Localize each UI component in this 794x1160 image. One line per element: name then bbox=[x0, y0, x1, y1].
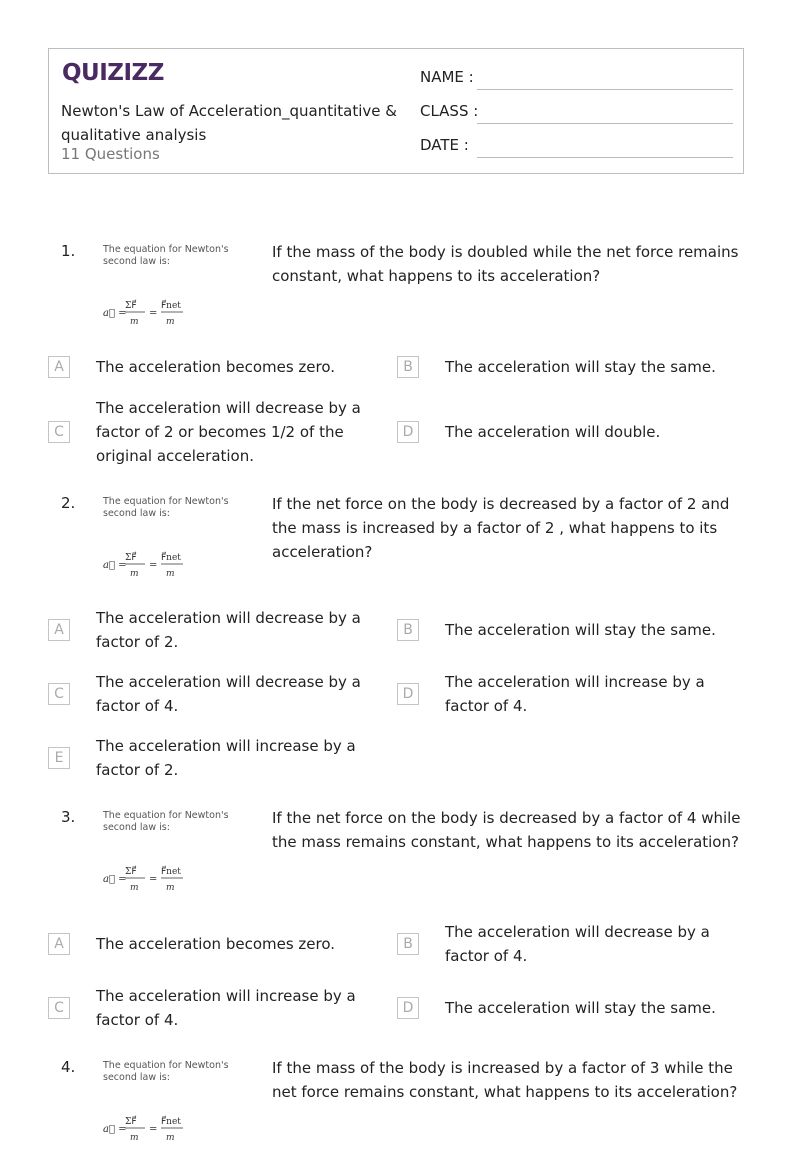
formula-glyph: m bbox=[130, 569, 139, 579]
option-text: The acceleration will stay the same. bbox=[445, 621, 716, 639]
option-text: The acceleration will double. bbox=[445, 423, 661, 441]
date-line[interactable] bbox=[477, 157, 733, 158]
option-letter: D bbox=[397, 421, 419, 443]
worksheet-title: Newton's Law of Acceleration_quantitative & qualitative analysis bbox=[61, 102, 397, 144]
formula-glyph: ΣF⃗ bbox=[125, 553, 137, 563]
equation-image bbox=[103, 810, 263, 910]
formula-glyph: F⃗net bbox=[161, 553, 181, 563]
equation-formula bbox=[103, 862, 193, 896]
equation-formula bbox=[103, 548, 193, 582]
equation-image bbox=[103, 244, 263, 344]
formula-glyph: = bbox=[149, 874, 158, 885]
equation-image bbox=[103, 1060, 263, 1160]
option-text: The acceleration will stay the same. bbox=[445, 358, 716, 376]
formula-glyph: ΣF⃗ bbox=[125, 301, 137, 311]
formula-glyph: m bbox=[130, 1133, 139, 1143]
option-letter: B bbox=[397, 356, 419, 378]
option-letter: D bbox=[397, 997, 419, 1019]
formula-glyph: m bbox=[166, 883, 175, 893]
formula-glyph: F⃗net bbox=[161, 301, 181, 311]
question-number: 1. bbox=[61, 242, 76, 260]
question-text: If the mass of the body is increased by a factor of 3 while the net force remains constant, what happens to its acceleration? bbox=[272, 1059, 738, 1101]
option-letter: C bbox=[48, 421, 70, 443]
option-text: The acceleration will stay the same. bbox=[445, 999, 716, 1017]
formula-glyph: a⃗ = bbox=[103, 1124, 127, 1135]
option-letter: A bbox=[48, 356, 70, 378]
formula-glyph: a⃗ = bbox=[103, 308, 127, 319]
formula-glyph: = bbox=[149, 560, 158, 571]
question-number: 2. bbox=[61, 494, 76, 512]
question-number: 3. bbox=[61, 808, 76, 826]
option-text: The acceleration will decrease by a factor of 2 or becomes 1/2 of the original acceleration. bbox=[96, 399, 361, 465]
equation-formula bbox=[103, 296, 193, 330]
option-letter: B bbox=[397, 933, 419, 955]
formula-glyph: ΣF⃗ bbox=[125, 867, 137, 877]
option-letter: C bbox=[48, 997, 70, 1019]
equation-formula bbox=[103, 1112, 193, 1146]
formula-glyph: m bbox=[166, 569, 175, 579]
option-text: The acceleration will increase by a factor of 4. bbox=[445, 673, 705, 715]
option-text: The acceleration will decrease by a factor of 2. bbox=[96, 609, 361, 651]
option-letter: A bbox=[48, 619, 70, 641]
option-letter: A bbox=[48, 933, 70, 955]
option-text: The acceleration will increase by a factor of 2. bbox=[96, 737, 356, 779]
question-text: If the mass of the body is doubled while the net force remains constant, what happens to its acceleration? bbox=[272, 243, 739, 285]
class-label: CLASS : bbox=[420, 102, 479, 120]
formula-glyph: m bbox=[130, 883, 139, 893]
question-text: If the net force on the body is decreased by a factor of 2 and the mass is increased by a factor of 2 , what happens to its acceleration? bbox=[272, 495, 730, 561]
question-count: 11 Questions bbox=[61, 145, 160, 163]
formula-glyph: F⃗net bbox=[161, 867, 181, 877]
equation-image bbox=[103, 496, 263, 596]
formula-glyph: m bbox=[166, 1133, 175, 1143]
formula-glyph: a⃗ = bbox=[103, 560, 127, 571]
formula-glyph: = bbox=[149, 1124, 158, 1135]
option-text: The acceleration will increase by a factor of 4. bbox=[96, 987, 356, 1029]
formula-glyph: a⃗ = bbox=[103, 874, 127, 885]
formula-glyph: = bbox=[149, 308, 158, 319]
quizizz-logo: QUIZIZZ bbox=[62, 60, 164, 86]
name-label: NAME : bbox=[420, 68, 474, 86]
date-label: DATE : bbox=[420, 136, 469, 154]
equation-caption: The equation for Newton's second law is: bbox=[103, 1060, 229, 1083]
option-text: The acceleration will decrease by a factor of 4. bbox=[445, 923, 710, 965]
option-letter: C bbox=[48, 683, 70, 705]
formula-glyph: F⃗net bbox=[161, 1117, 181, 1127]
question-number: 4. bbox=[61, 1058, 76, 1076]
formula-glyph: m bbox=[166, 317, 175, 327]
formula-glyph: m bbox=[130, 317, 139, 327]
option-letter: B bbox=[397, 619, 419, 641]
name-line[interactable] bbox=[477, 89, 733, 90]
option-letter: E bbox=[48, 747, 70, 769]
equation-caption: The equation for Newton's second law is: bbox=[103, 810, 229, 833]
option-text: The acceleration will decrease by a factor of 4. bbox=[96, 673, 361, 715]
question-text: If the net force on the body is decreased by a factor of 4 while the mass remains constant, what happens to its acceleration? bbox=[272, 809, 741, 851]
class-line[interactable] bbox=[477, 123, 733, 124]
equation-caption: The equation for Newton's second law is: bbox=[103, 496, 229, 519]
option-text: The acceleration becomes zero. bbox=[96, 935, 336, 953]
worksheet-header bbox=[48, 48, 744, 174]
formula-glyph: ΣF⃗ bbox=[125, 1117, 137, 1127]
option-letter: D bbox=[397, 683, 419, 705]
equation-caption: The equation for Newton's second law is: bbox=[103, 244, 229, 267]
option-text: The acceleration becomes zero. bbox=[96, 358, 336, 376]
